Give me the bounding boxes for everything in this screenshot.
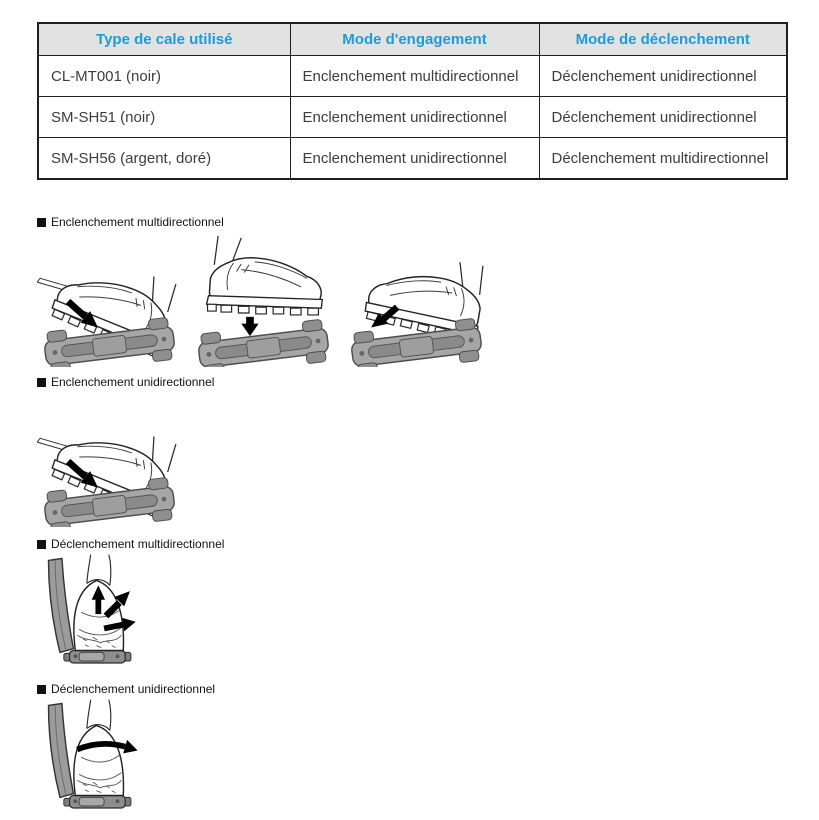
shoe-heel-entry-figure bbox=[343, 232, 488, 367]
cleat-type-cell: CL-MT001 (noir) bbox=[38, 56, 290, 97]
release-mode-cell: Déclenchement unidirectionnel bbox=[539, 97, 787, 138]
col-header-engagement-mode: Mode d'engagement bbox=[290, 23, 539, 56]
section-heading bbox=[37, 376, 214, 389]
section-heading bbox=[37, 538, 224, 551]
table-header-row bbox=[38, 23, 787, 56]
table-row bbox=[38, 97, 787, 138]
figure-row bbox=[37, 392, 214, 527]
table-row bbox=[38, 138, 787, 180]
section-heading bbox=[37, 216, 488, 229]
section-label: Déclenchement unidirectionnel bbox=[51, 682, 216, 696]
col-header-cleat-type: Type de cale utilisé bbox=[38, 23, 290, 56]
black-square-icon bbox=[37, 218, 46, 227]
table-row bbox=[38, 56, 787, 97]
figure-row bbox=[37, 232, 488, 367]
shoe-toe-entry-figure bbox=[37, 392, 182, 527]
section-label: Enclenchement multidirectionnel bbox=[51, 215, 224, 229]
section-release-multidirectional bbox=[37, 538, 224, 678]
cleat-mode-table bbox=[37, 22, 788, 180]
section-release-unidirectional bbox=[37, 683, 215, 820]
release-mode-cell: Déclenchement multidirectionnel bbox=[539, 138, 787, 180]
release-mode-cell: Déclenchement unidirectionnel bbox=[539, 56, 787, 97]
section-engagement-multidirectional bbox=[37, 216, 488, 367]
heel-twist-release-figure bbox=[37, 699, 152, 820]
section-engagement-unidirectional bbox=[37, 376, 214, 527]
heel-multidirectional-release-figure bbox=[37, 554, 152, 678]
engagement-mode-cell: Enclenchement unidirectionnel bbox=[290, 138, 539, 180]
cleat-type-cell: SM-SH56 (argent, doré) bbox=[38, 138, 290, 180]
engagement-mode-cell: Enclenchement multidirectionnel bbox=[290, 56, 539, 97]
section-heading bbox=[37, 683, 215, 696]
black-square-icon bbox=[37, 540, 46, 549]
black-square-icon bbox=[37, 378, 46, 387]
shoe-vertical-entry-figure bbox=[190, 232, 335, 367]
col-header-release-mode: Mode de déclenchement bbox=[539, 23, 787, 56]
figure-row bbox=[37, 699, 215, 820]
figure-row bbox=[37, 554, 224, 678]
black-square-icon bbox=[37, 685, 46, 694]
cleat-type-cell: SM-SH51 (noir) bbox=[38, 97, 290, 138]
section-label: Enclenchement unidirectionnel bbox=[51, 375, 215, 389]
cleat-mode-table-wrap bbox=[37, 22, 786, 180]
shoe-toe-entry-figure bbox=[37, 232, 182, 367]
thick-black-arrow-icon bbox=[241, 317, 258, 336]
engagement-mode-cell: Enclenchement unidirectionnel bbox=[290, 97, 539, 138]
section-label: Déclenchement multidirectionnel bbox=[51, 537, 225, 551]
